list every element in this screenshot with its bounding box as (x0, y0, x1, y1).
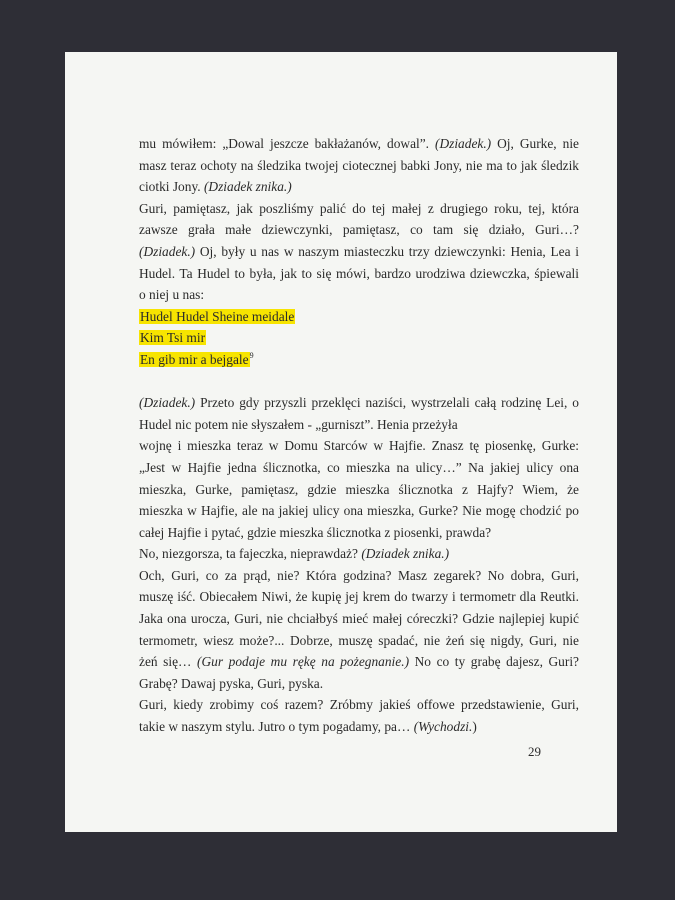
text-run: muszę iść. Obiecałem Niwi, że kupię jej krem do twarzy i termometr dla Reutki. (139, 589, 579, 605)
text-line (139, 327, 579, 349)
text-run: o niej u nas: (139, 287, 205, 303)
text-line (139, 155, 579, 177)
page-number: 29 (528, 744, 541, 759)
text-line (139, 479, 579, 501)
text-run: Oj, były u nas w naszym miasteczku trzy dziewczynki: Henia, Lea i (195, 243, 579, 259)
text-run: Guri, pamiętasz, jak poszliśmy palić do tej małej z drugiego roku, tej, która (139, 200, 579, 216)
text-line (139, 349, 579, 371)
stage-direction: (Dziadek.) (435, 136, 492, 151)
text-run: ciotki Jony. (139, 179, 204, 195)
text-line (139, 176, 579, 198)
text-run: No, niezgorsza, ta fajeczka, nieprawdaż? (139, 546, 362, 562)
text-line (139, 500, 579, 522)
text-line (139, 543, 579, 565)
text-line (139, 608, 579, 630)
stage-direction: (Dziadek.) (139, 395, 196, 411)
paragraph-gap (139, 371, 579, 393)
text-line (139, 284, 579, 306)
text-run: zawsze grała małe dziewczynki, pamiętasz, co tam się działo, Guri…? (139, 222, 579, 238)
text-run: mu mówiłem: „Dowal jeszcze bakłażanów, dowal”. (139, 136, 435, 151)
text-line (139, 522, 579, 544)
document-page (65, 52, 617, 832)
text-run: całej Hajfie i pytać, gdzie mieszka ślicznotka z piosenki, prawda? (139, 524, 492, 540)
text-run: mieszka, Gurke, pamiętasz, gdzie mieszka ślicznotka z Hajfy? Wiem, że (139, 481, 579, 497)
text-line (139, 694, 579, 716)
text-line (139, 219, 579, 241)
text-line (139, 651, 579, 673)
text-run: Och, Guri, co za prąd, nie? Która godzina? Masz zegarek? No dobra, Guri, (139, 567, 579, 583)
text-line (139, 133, 579, 155)
text-line (139, 198, 579, 220)
text-line (139, 457, 579, 479)
text-line (139, 630, 579, 652)
text-run: No co ty grabę dajesz, Guri? (409, 654, 579, 670)
text-run: ) (472, 719, 477, 735)
highlighted-song-lyric: Kim Tsi mir (140, 330, 206, 346)
text-run: Grabę? Dawaj pyska, Guri, pyska. (139, 675, 324, 691)
text-run: Guri, kiedy zrobimy coś razem? Zróbmy jakieś offowe przedstawienie, Guri, (139, 697, 579, 713)
text-run: Hudel nic potem nie słyszałem - „gurniszt”. Henia przeżyła (139, 416, 458, 432)
stage-direction: (Dziadek znika.) (361, 546, 450, 562)
text-run: takie w naszym stylu. Jutro o tym pogadamy, pa… (139, 719, 414, 735)
footnote-marker: 9 (249, 350, 254, 360)
stage-direction: (Dziadek.) (139, 243, 196, 259)
page-text (139, 133, 579, 738)
highlighted-song-lyric: En gib mir a bejgale (140, 351, 249, 367)
highlighted-song-lyric: Hudel Hudel Sheine meidale (140, 308, 295, 324)
stage-direction: (Dziadek znika.) (203, 179, 292, 195)
text-line (139, 263, 579, 285)
stage-direction: (Gur podaje mu rękę na pożegnanie.) (197, 654, 410, 670)
text-run: Przeto gdy przyszli przeklęci naziści, wystrzelali całą rodzinę Lei, o (195, 395, 579, 411)
text-run: Hudel. Ta Hudel to była, jak to się mówi, bardzo urodziwa dziewczka, śpiewali (139, 265, 579, 281)
text-run: wojnę i mieszka teraz w Domu Starców w Hajfie. Znasz tę piosenkę, Gurke: (139, 438, 579, 454)
text-run: „Jest w Hajfie jedna ślicznotka, co mieszka na ulicy…” Na jakiej ulicy ona (139, 459, 579, 475)
text-run: Jaka ona urocza, Guri, nie chciałbyś mieć małej córeczki? Gdzie najlepiej kupić (139, 611, 579, 627)
text-line (139, 392, 579, 414)
stage-direction: (Wychodzi. (413, 719, 473, 735)
text-line (139, 586, 579, 608)
text-line (139, 306, 579, 328)
text-run: mieszka w Hajfie, ale na jakiej ulicy ona mieszka, Gurke? Nie mogę chodzić po (139, 503, 579, 519)
text-line (139, 435, 579, 457)
text-run: masz teraz ochoty na śledzika twojej ciotecznej babki Jony, nie ma to jak śledzik (139, 157, 579, 173)
text-line (139, 414, 579, 436)
text-line (139, 673, 579, 695)
text-line (139, 716, 579, 738)
text-line (139, 565, 579, 587)
text-run: Oj, Gurke, nie (491, 136, 579, 151)
text-line (139, 241, 579, 263)
text-run: żeń się… (139, 654, 198, 670)
text-run: termometr, wiesz może?... Dobrze, muszę spadać, nie żeń się nigdy, Guri, nie (139, 632, 579, 648)
